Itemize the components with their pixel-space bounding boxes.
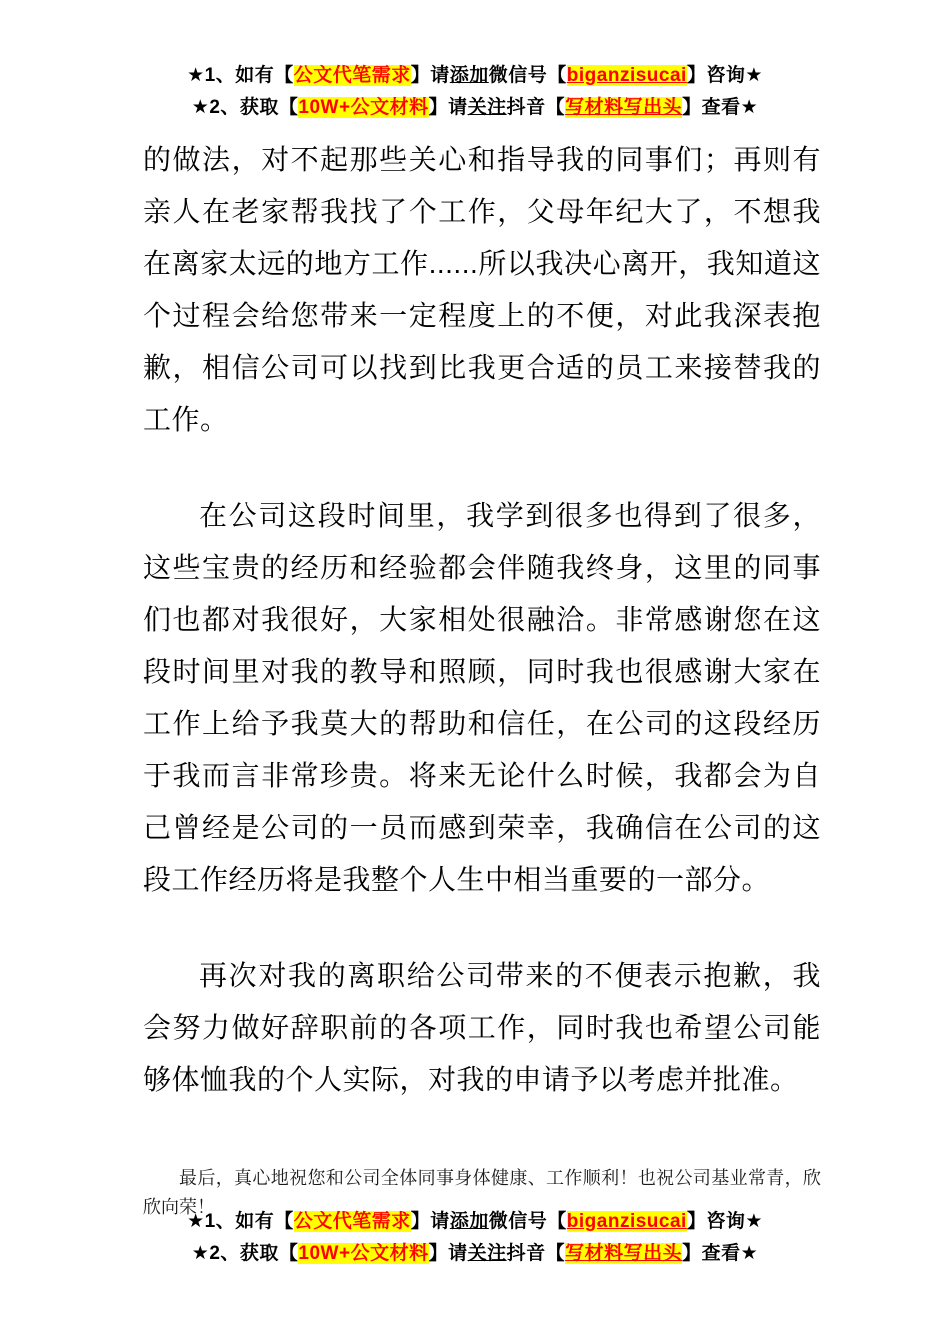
promo-highlight-materials: 10W+公文材料 bbox=[298, 1243, 429, 1264]
promo-line-1 bbox=[0, 60, 950, 92]
promo-segment: 】查看★ bbox=[682, 1243, 759, 1264]
promo-segment: 】咨询★ bbox=[686, 1211, 763, 1232]
promo-underline-follow: 关注 bbox=[467, 97, 507, 118]
promo-segment: ★2、获取【 bbox=[191, 1243, 299, 1264]
closing-wishes: 最后，真心地祝您和公司全体同事身体健康、工作顺利！也祝公司基业常青，欣欣向荣！ bbox=[143, 1168, 821, 1217]
paragraph-2: 在公司这段时间里，我学到很多也得到了很多，这些宝贵的经历和经验都会伴随我终身，这里的同事们也都对我很好，大家相处很融洽。非常感谢您在这段时间里对我的教导和照顾，同时我也很感谢大家在工作上给予我莫大的帮助和信任，在公司的这段经历于我而言非常珍贵。将来无论什么时候，我都会为自己曾经是公司的一员而感到荣幸，我确信在公司的这段工作经历将是我整个人生中相当重要的一部分。 bbox=[143, 500, 821, 895]
promo-highlight-wechat-id: biganzisucai bbox=[566, 1211, 687, 1232]
promo-segment: 抖音【 bbox=[506, 97, 566, 118]
promo-segment: 抖音【 bbox=[506, 1243, 566, 1264]
promo-segment: ★1、如有【 bbox=[187, 65, 294, 86]
promo-segment: 微信号【 bbox=[488, 65, 567, 86]
promo-line-2 bbox=[0, 1238, 950, 1270]
promo-segment: 】请 bbox=[428, 97, 468, 118]
promo-banner-top bbox=[0, 0, 950, 124]
promo-underline-add: 添加 bbox=[449, 65, 489, 86]
promo-highlight-service: 公文代笔需求 bbox=[293, 1211, 411, 1232]
promo-segment: 】请 bbox=[428, 1243, 468, 1264]
promo-underline-follow: 关注 bbox=[467, 1243, 507, 1264]
promo-segment: 】请 bbox=[410, 1211, 450, 1232]
paragraph-3: 再次对我的离职给公司带来的不便表示抱歉，我会努力做好辞职前的各项工作，同时我也希望公司能够体恤我的个人实际，对我的申请予以考虑并批准。 bbox=[143, 960, 821, 1095]
promo-segment: ★1、如有【 bbox=[187, 1211, 294, 1232]
promo-segment: 微信号【 bbox=[488, 1211, 567, 1232]
promo-line-1 bbox=[0, 1206, 950, 1238]
promo-banner-bottom bbox=[0, 1206, 950, 1270]
promo-segment: 】咨询★ bbox=[686, 65, 763, 86]
promo-underline-add: 添加 bbox=[449, 1211, 489, 1232]
promo-segment: 】请 bbox=[410, 65, 450, 86]
promo-segment: ★2、获取【 bbox=[191, 97, 299, 118]
promo-highlight-materials: 10W+公文材料 bbox=[298, 97, 429, 118]
promo-highlight-service: 公文代笔需求 bbox=[293, 65, 411, 86]
paragraph-1: 的做法，对不起那些关心和指导我的同事们；再则有亲人在老家帮我找了个工作，父母年纪大了，不想我在离家太远的地方工作......所以我决心离开，我知道这个过程会给您带来一定程度上的不便，对此我深表抱歉，相信公司可以找到比我更合适的员工来接替我的工作。 bbox=[143, 144, 821, 435]
promo-line-2 bbox=[0, 92, 950, 124]
promo-highlight-douyin-id: 写材料写出头 bbox=[565, 97, 683, 118]
promo-highlight-wechat-id: biganzisucai bbox=[566, 65, 687, 86]
promo-highlight-douyin-id: 写材料写出头 bbox=[565, 1243, 683, 1264]
letter-body bbox=[143, 134, 821, 1222]
promo-segment: 】查看★ bbox=[682, 97, 759, 118]
